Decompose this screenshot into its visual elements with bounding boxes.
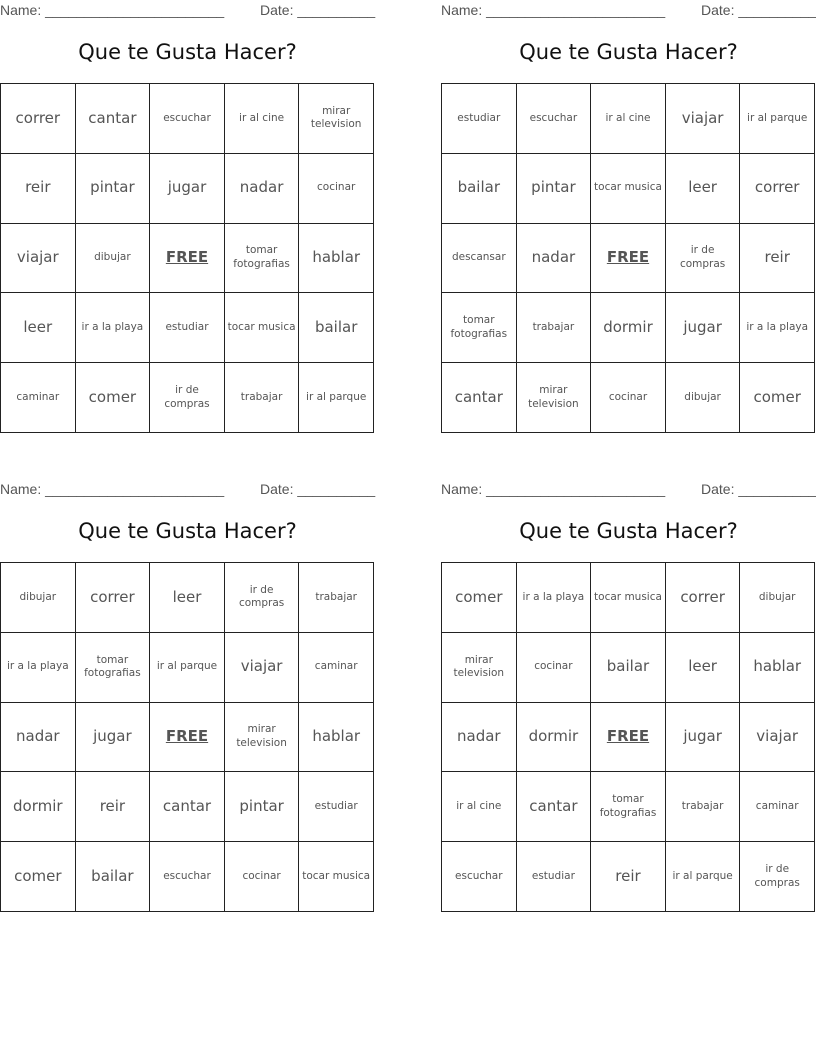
bingo-cell: caminar — [740, 772, 815, 842]
bingo-cell: nadar — [517, 224, 592, 294]
bingo-cell: pintar — [517, 154, 592, 224]
bingo-cell: dormir — [1, 772, 76, 842]
bingo-cell: reir — [76, 772, 151, 842]
bingo-cell: jugar — [76, 703, 151, 773]
bingo-cell: nadar — [1, 703, 76, 773]
bingo-cell: bailar — [442, 154, 517, 224]
bingo-cell: trabajar — [225, 363, 300, 433]
bingo-cell: leer — [150, 563, 225, 633]
bingo-cell: mirar television — [299, 84, 374, 154]
free-space-cell: FREE — [150, 224, 225, 294]
bingo-card-2 — [441, 0, 816, 435]
bingo-cell: jugar — [150, 154, 225, 224]
bingo-cell: cantar — [442, 363, 517, 433]
card-title: Que te Gusta Hacer? — [78, 519, 297, 543]
card-title: Que te Gusta Hacer? — [519, 519, 738, 543]
bingo-cell: escuchar — [150, 84, 225, 154]
bingo-cell: pintar — [76, 154, 151, 224]
bingo-cell: trabajar — [666, 772, 741, 842]
bingo-cell: estudiar — [299, 772, 374, 842]
bingo-cell: ir de compras — [150, 363, 225, 433]
bingo-cell: ir al cine — [591, 84, 666, 154]
bingo-cell: ir de compras — [666, 224, 741, 294]
bingo-cell: ir a la playa — [740, 293, 815, 363]
bingo-cell: tomar fotografias — [591, 772, 666, 842]
free-space-cell: FREE — [150, 703, 225, 773]
bingo-grid — [0, 562, 374, 912]
bingo-cell: viajar — [740, 703, 815, 773]
bingo-cell: ir al parque — [740, 84, 815, 154]
bingo-cell: escuchar — [150, 842, 225, 912]
name-field-label: Name: _______________________ — [441, 2, 666, 18]
card-header — [0, 2, 375, 20]
bingo-cell: ir al parque — [299, 363, 374, 433]
bingo-cell: ir a la playa — [1, 633, 76, 703]
bingo-cell: tocar musica — [591, 563, 666, 633]
bingo-cell: bailar — [591, 633, 666, 703]
bingo-cell: pintar — [225, 772, 300, 842]
bingo-cell: ir al cine — [225, 84, 300, 154]
bingo-cell: comer — [442, 563, 517, 633]
bingo-cell: bailar — [299, 293, 374, 363]
bingo-cell: comer — [740, 363, 815, 433]
bingo-cell: dibujar — [1, 563, 76, 633]
bingo-cell: ir a la playa — [76, 293, 151, 363]
bingo-cell: estudiar — [517, 842, 592, 912]
bingo-grid — [0, 83, 374, 433]
bingo-cell: cantar — [150, 772, 225, 842]
bingo-cell: reir — [591, 842, 666, 912]
bingo-cell: dormir — [591, 293, 666, 363]
bingo-cell: hablar — [299, 703, 374, 773]
free-space-cell: FREE — [591, 703, 666, 773]
bingo-cell: dormir — [517, 703, 592, 773]
bingo-cell: viajar — [666, 84, 741, 154]
card-header — [441, 481, 816, 499]
bingo-cell: tocar musica — [225, 293, 300, 363]
bingo-cell: nadar — [225, 154, 300, 224]
bingo-cell: tomar fotografias — [225, 224, 300, 294]
bingo-cell: correr — [1, 84, 76, 154]
bingo-cell: ir de compras — [740, 842, 815, 912]
bingo-cell: bailar — [76, 842, 151, 912]
bingo-cell: escuchar — [442, 842, 517, 912]
bingo-cell: mirar television — [225, 703, 300, 773]
bingo-cell: ir al parque — [150, 633, 225, 703]
bingo-cell: cantar — [76, 84, 151, 154]
bingo-cell: jugar — [666, 703, 741, 773]
card-header — [441, 2, 816, 20]
bingo-cell: dibujar — [76, 224, 151, 294]
bingo-cell: trabajar — [299, 563, 374, 633]
date-field-label: Date: __________ — [260, 2, 376, 18]
bingo-cell: cocinar — [517, 633, 592, 703]
date-field-label: Date: __________ — [260, 481, 376, 497]
bingo-cell: correr — [76, 563, 151, 633]
bingo-cell: mirar television — [442, 633, 517, 703]
bingo-cell: cocinar — [225, 842, 300, 912]
name-field-label: Name: _______________________ — [0, 481, 225, 497]
bingo-cell: tocar musica — [591, 154, 666, 224]
card-title: Que te Gusta Hacer? — [519, 40, 738, 64]
bingo-cell: leer — [1, 293, 76, 363]
bingo-cell: viajar — [225, 633, 300, 703]
bingo-cell: descansar — [442, 224, 517, 294]
bingo-cell: caminar — [299, 633, 374, 703]
bingo-cell: hablar — [299, 224, 374, 294]
bingo-cell: ir al parque — [666, 842, 741, 912]
bingo-cell: jugar — [666, 293, 741, 363]
bingo-cell: cocinar — [299, 154, 374, 224]
date-field-label: Date: __________ — [701, 481, 816, 497]
bingo-grid — [441, 83, 815, 433]
bingo-cell: tocar musica — [299, 842, 374, 912]
bingo-cell: cocinar — [591, 363, 666, 433]
name-field-label: Name: _______________________ — [0, 2, 225, 18]
bingo-cell: tomar fotografias — [76, 633, 151, 703]
bingo-cell: escuchar — [517, 84, 592, 154]
bingo-cell: reir — [1, 154, 76, 224]
bingo-cell: ir de compras — [225, 563, 300, 633]
bingo-cell: trabajar — [517, 293, 592, 363]
card-header — [0, 481, 375, 499]
free-space-cell: FREE — [591, 224, 666, 294]
bingo-cell: correr — [740, 154, 815, 224]
bingo-cell: leer — [666, 154, 741, 224]
bingo-cell: leer — [666, 633, 741, 703]
bingo-cell: viajar — [1, 224, 76, 294]
bingo-cell: nadar — [442, 703, 517, 773]
bingo-cell: tomar fotografias — [442, 293, 517, 363]
bingo-cell: caminar — [1, 363, 76, 433]
bingo-cell: dibujar — [666, 363, 741, 433]
name-field-label: Name: _______________________ — [441, 481, 666, 497]
bingo-card-4 — [441, 479, 816, 914]
bingo-cell: correr — [666, 563, 741, 633]
bingo-cell: cantar — [517, 772, 592, 842]
bingo-card-3 — [0, 479, 375, 914]
bingo-cell: reir — [740, 224, 815, 294]
bingo-grid — [441, 562, 815, 912]
bingo-cell: ir a la playa — [517, 563, 592, 633]
bingo-card-1 — [0, 0, 375, 435]
bingo-cell: estudiar — [442, 84, 517, 154]
bingo-cell: hablar — [740, 633, 815, 703]
bingo-cell: dibujar — [740, 563, 815, 633]
bingo-cell: comer — [1, 842, 76, 912]
card-title: Que te Gusta Hacer? — [78, 40, 297, 64]
bingo-cell: comer — [76, 363, 151, 433]
bingo-cell: mirar television — [517, 363, 592, 433]
date-field-label: Date: __________ — [701, 2, 816, 18]
bingo-cell: ir al cine — [442, 772, 517, 842]
bingo-cell: estudiar — [150, 293, 225, 363]
